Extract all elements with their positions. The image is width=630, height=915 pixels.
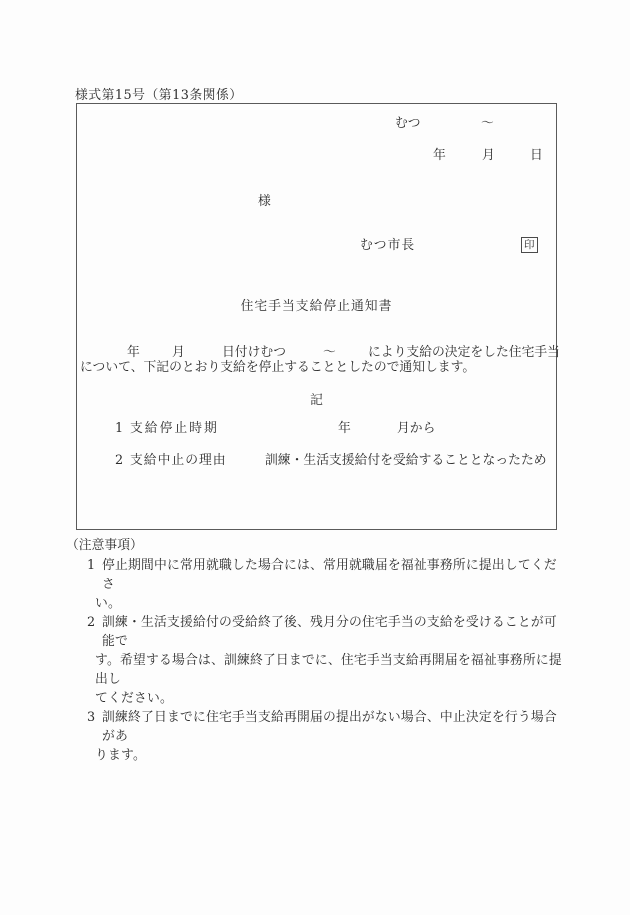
item2-number: 2 <box>115 453 124 468</box>
doc-ref-tilde: ～ <box>481 116 494 131</box>
note1-line1: 停止期間中に常用就職した場合には、常用就職届を福祉事務所に提出してくださ <box>102 558 557 592</box>
body-line2: について、下記のとおり支給を停止することとしたので通知します。 <box>80 360 476 375</box>
seal-mark: 印 <box>521 237 538 253</box>
note-item-1 <box>85 556 563 613</box>
ki-marker: 記 <box>310 393 323 408</box>
body-year-label: 年 <box>127 345 140 360</box>
note3-number: 3 <box>87 710 96 725</box>
document-title: 住宅手当支給停止通知書 <box>240 299 393 314</box>
item2-label: 支給中止の理由 <box>130 453 227 468</box>
item1-number: 1 <box>115 421 124 436</box>
notes-heading: （注意事項） <box>66 538 143 553</box>
note2-number: 2 <box>87 615 96 630</box>
item1-year-label: 年 <box>338 421 351 436</box>
note3-line1: 訓練終了日までに住宅手当支給再開届の提出がない場合、中止決定を行う場合があ <box>102 710 557 744</box>
item1-month-from-label: 月から <box>397 421 436 436</box>
item1-label: 支給停止時期 <box>130 421 219 436</box>
notice-box <box>76 103 560 530</box>
body-tilde: ～ <box>323 345 336 360</box>
date-day-label: 日 <box>530 148 543 163</box>
body-month-label: 月 <box>172 345 185 360</box>
form-number: 様式第15号（第13条関係） <box>75 88 243 103</box>
note1-number: 1 <box>87 558 96 573</box>
body-line1-rest: により支給の決定をした住宅手当 <box>368 345 560 360</box>
date-year-label: 年 <box>433 148 446 163</box>
doc-ref-city: むつ <box>395 116 421 131</box>
note1-line2: い。 <box>95 596 121 611</box>
note2-line1: 訓練・生活支援給付の受給終了後、残月分の住宅手当の支給を受けることが可能で <box>102 615 557 649</box>
note3-line2: ります。 <box>95 748 146 763</box>
note2-line3: てください。 <box>95 691 173 706</box>
notes-list <box>85 556 563 765</box>
addressee-suffix: 様 <box>258 194 271 209</box>
sender-title: むつ市長 <box>360 238 416 253</box>
note-item-3 <box>85 708 563 765</box>
note-item-2 <box>85 613 563 708</box>
body-date-city: 日付けむつ <box>222 345 286 360</box>
item2-value: 訓練・生活支援給付を受給することとなったため <box>265 453 547 468</box>
note2-line2: す。希望する場合は、訓練終了日までに、住宅手当支給再開届を福祉事務所に提出し <box>95 653 562 687</box>
date-month-label: 月 <box>482 148 495 163</box>
